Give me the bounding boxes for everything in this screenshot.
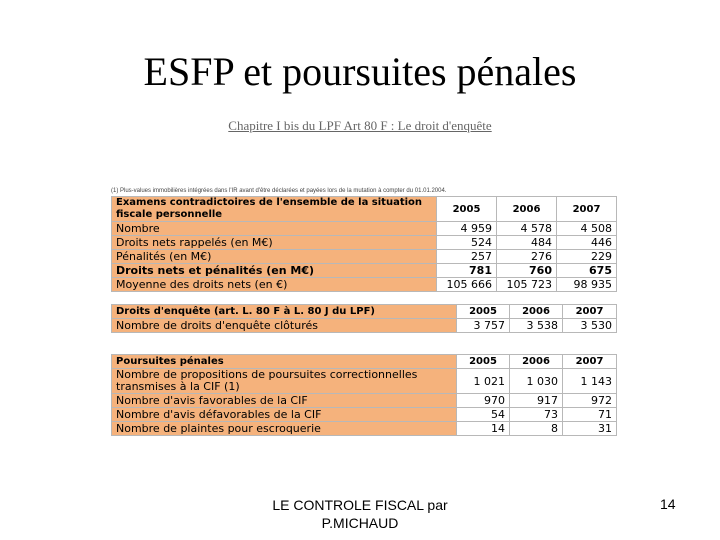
- table-row: [112, 250, 617, 264]
- cell-value: 4 959: [437, 222, 497, 236]
- cell-value: 8: [510, 422, 563, 436]
- year-header: 2007: [563, 305, 617, 319]
- row-label: Nombre de droits d'enquête clôturés: [112, 319, 457, 333]
- year-header: 2007: [557, 197, 617, 222]
- footer-line: LE CONTROLE FISCAL par: [272, 497, 448, 513]
- cell-value: 4 578: [497, 222, 557, 236]
- cell-value: 71: [563, 408, 617, 422]
- cell-value: 675: [557, 264, 617, 278]
- row-label: Nombre de propositions de poursuites correctionnelles transmises à la CIF (1): [112, 369, 457, 394]
- cell-value: 970: [457, 394, 510, 408]
- table-row: [112, 278, 617, 292]
- year-header: 2006: [497, 197, 557, 222]
- row-label: Nombre de plaintes pour escroquerie: [112, 422, 457, 436]
- cell-value: 276: [497, 250, 557, 264]
- cell-value: 14: [457, 422, 510, 436]
- table-header-row: [112, 355, 617, 369]
- table-header-label: Poursuites pénales: [112, 355, 457, 369]
- row-label: Nombre d'avis défavorables de la CIF: [112, 408, 457, 422]
- cell-value: 229: [557, 250, 617, 264]
- table-row: [112, 236, 617, 250]
- table-droits-enquete: [111, 304, 617, 333]
- cell-value: 54: [457, 408, 510, 422]
- year-header: 2005: [437, 197, 497, 222]
- cell-value: 917: [510, 394, 563, 408]
- table-row: [112, 222, 617, 236]
- table-row: [112, 319, 617, 333]
- cell-value: 760: [497, 264, 557, 278]
- tables-image: [111, 187, 616, 436]
- table-header-label: Droits d'enquête (art. L. 80 F à L. 80 J du LPF): [112, 305, 457, 319]
- table-poursuites-penales: [111, 354, 617, 436]
- cell-value: 3 530: [563, 319, 617, 333]
- cell-value: 73: [510, 408, 563, 422]
- row-label: Nombre: [112, 222, 437, 236]
- cell-value: 4 508: [557, 222, 617, 236]
- year-header: 2005: [457, 305, 510, 319]
- slide-footer: [240, 496, 480, 532]
- cell-value: 484: [497, 236, 557, 250]
- page-number: 14: [660, 496, 676, 512]
- row-label: Droits nets rappelés (en M€): [112, 236, 437, 250]
- cell-value: 972: [563, 394, 617, 408]
- table-row: [112, 408, 617, 422]
- cell-value: 1 143: [563, 369, 617, 394]
- cell-value: 105 666: [437, 278, 497, 292]
- footer-line: P.MICHAUD: [321, 515, 399, 531]
- table-esfp: [111, 196, 617, 292]
- table-row: [112, 264, 617, 278]
- year-header: 2006: [510, 355, 563, 369]
- row-label: Droits nets et pénalités (en M€): [112, 264, 437, 278]
- table-header-row: [112, 197, 617, 222]
- table-header-label: Examens contradictoires de l'ensemble de la situation fiscale personnelle: [112, 197, 437, 222]
- table-row: [112, 422, 617, 436]
- cell-value: 524: [437, 236, 497, 250]
- table-row: [112, 394, 617, 408]
- cell-value: 1 021: [457, 369, 510, 394]
- year-header: 2006: [510, 305, 563, 319]
- subtitle-link[interactable]: Chapitre I bis du LPF Art 80 F : Le droit d'enquête: [228, 118, 492, 133]
- table-footnote: (1) Plus-values immobilières intégrées dans l'IR avant d'être déclarées et payées lors de la mutation à compter du 01.01.2004.: [111, 188, 447, 194]
- cell-value: 446: [557, 236, 617, 250]
- slide-title: ESFP et poursuites pénales: [143, 49, 577, 94]
- cell-value: 3 757: [457, 319, 510, 333]
- cell-value: 781: [437, 264, 497, 278]
- cell-value: 1 030: [510, 369, 563, 394]
- year-header: 2005: [457, 355, 510, 369]
- row-label: Nombre d'avis favorables de la CIF: [112, 394, 457, 408]
- table-row: [112, 369, 617, 394]
- cell-value: 3 538: [510, 319, 563, 333]
- table-header-row: [112, 305, 617, 319]
- cell-value: 257: [437, 250, 497, 264]
- year-header: 2007: [563, 355, 617, 369]
- cell-value: 31: [563, 422, 617, 436]
- row-label: Moyenne des droits nets (en €): [112, 278, 437, 292]
- row-label: Pénalités (en M€): [112, 250, 437, 264]
- cell-value: 105 723: [497, 278, 557, 292]
- cell-value: 98 935: [557, 278, 617, 292]
